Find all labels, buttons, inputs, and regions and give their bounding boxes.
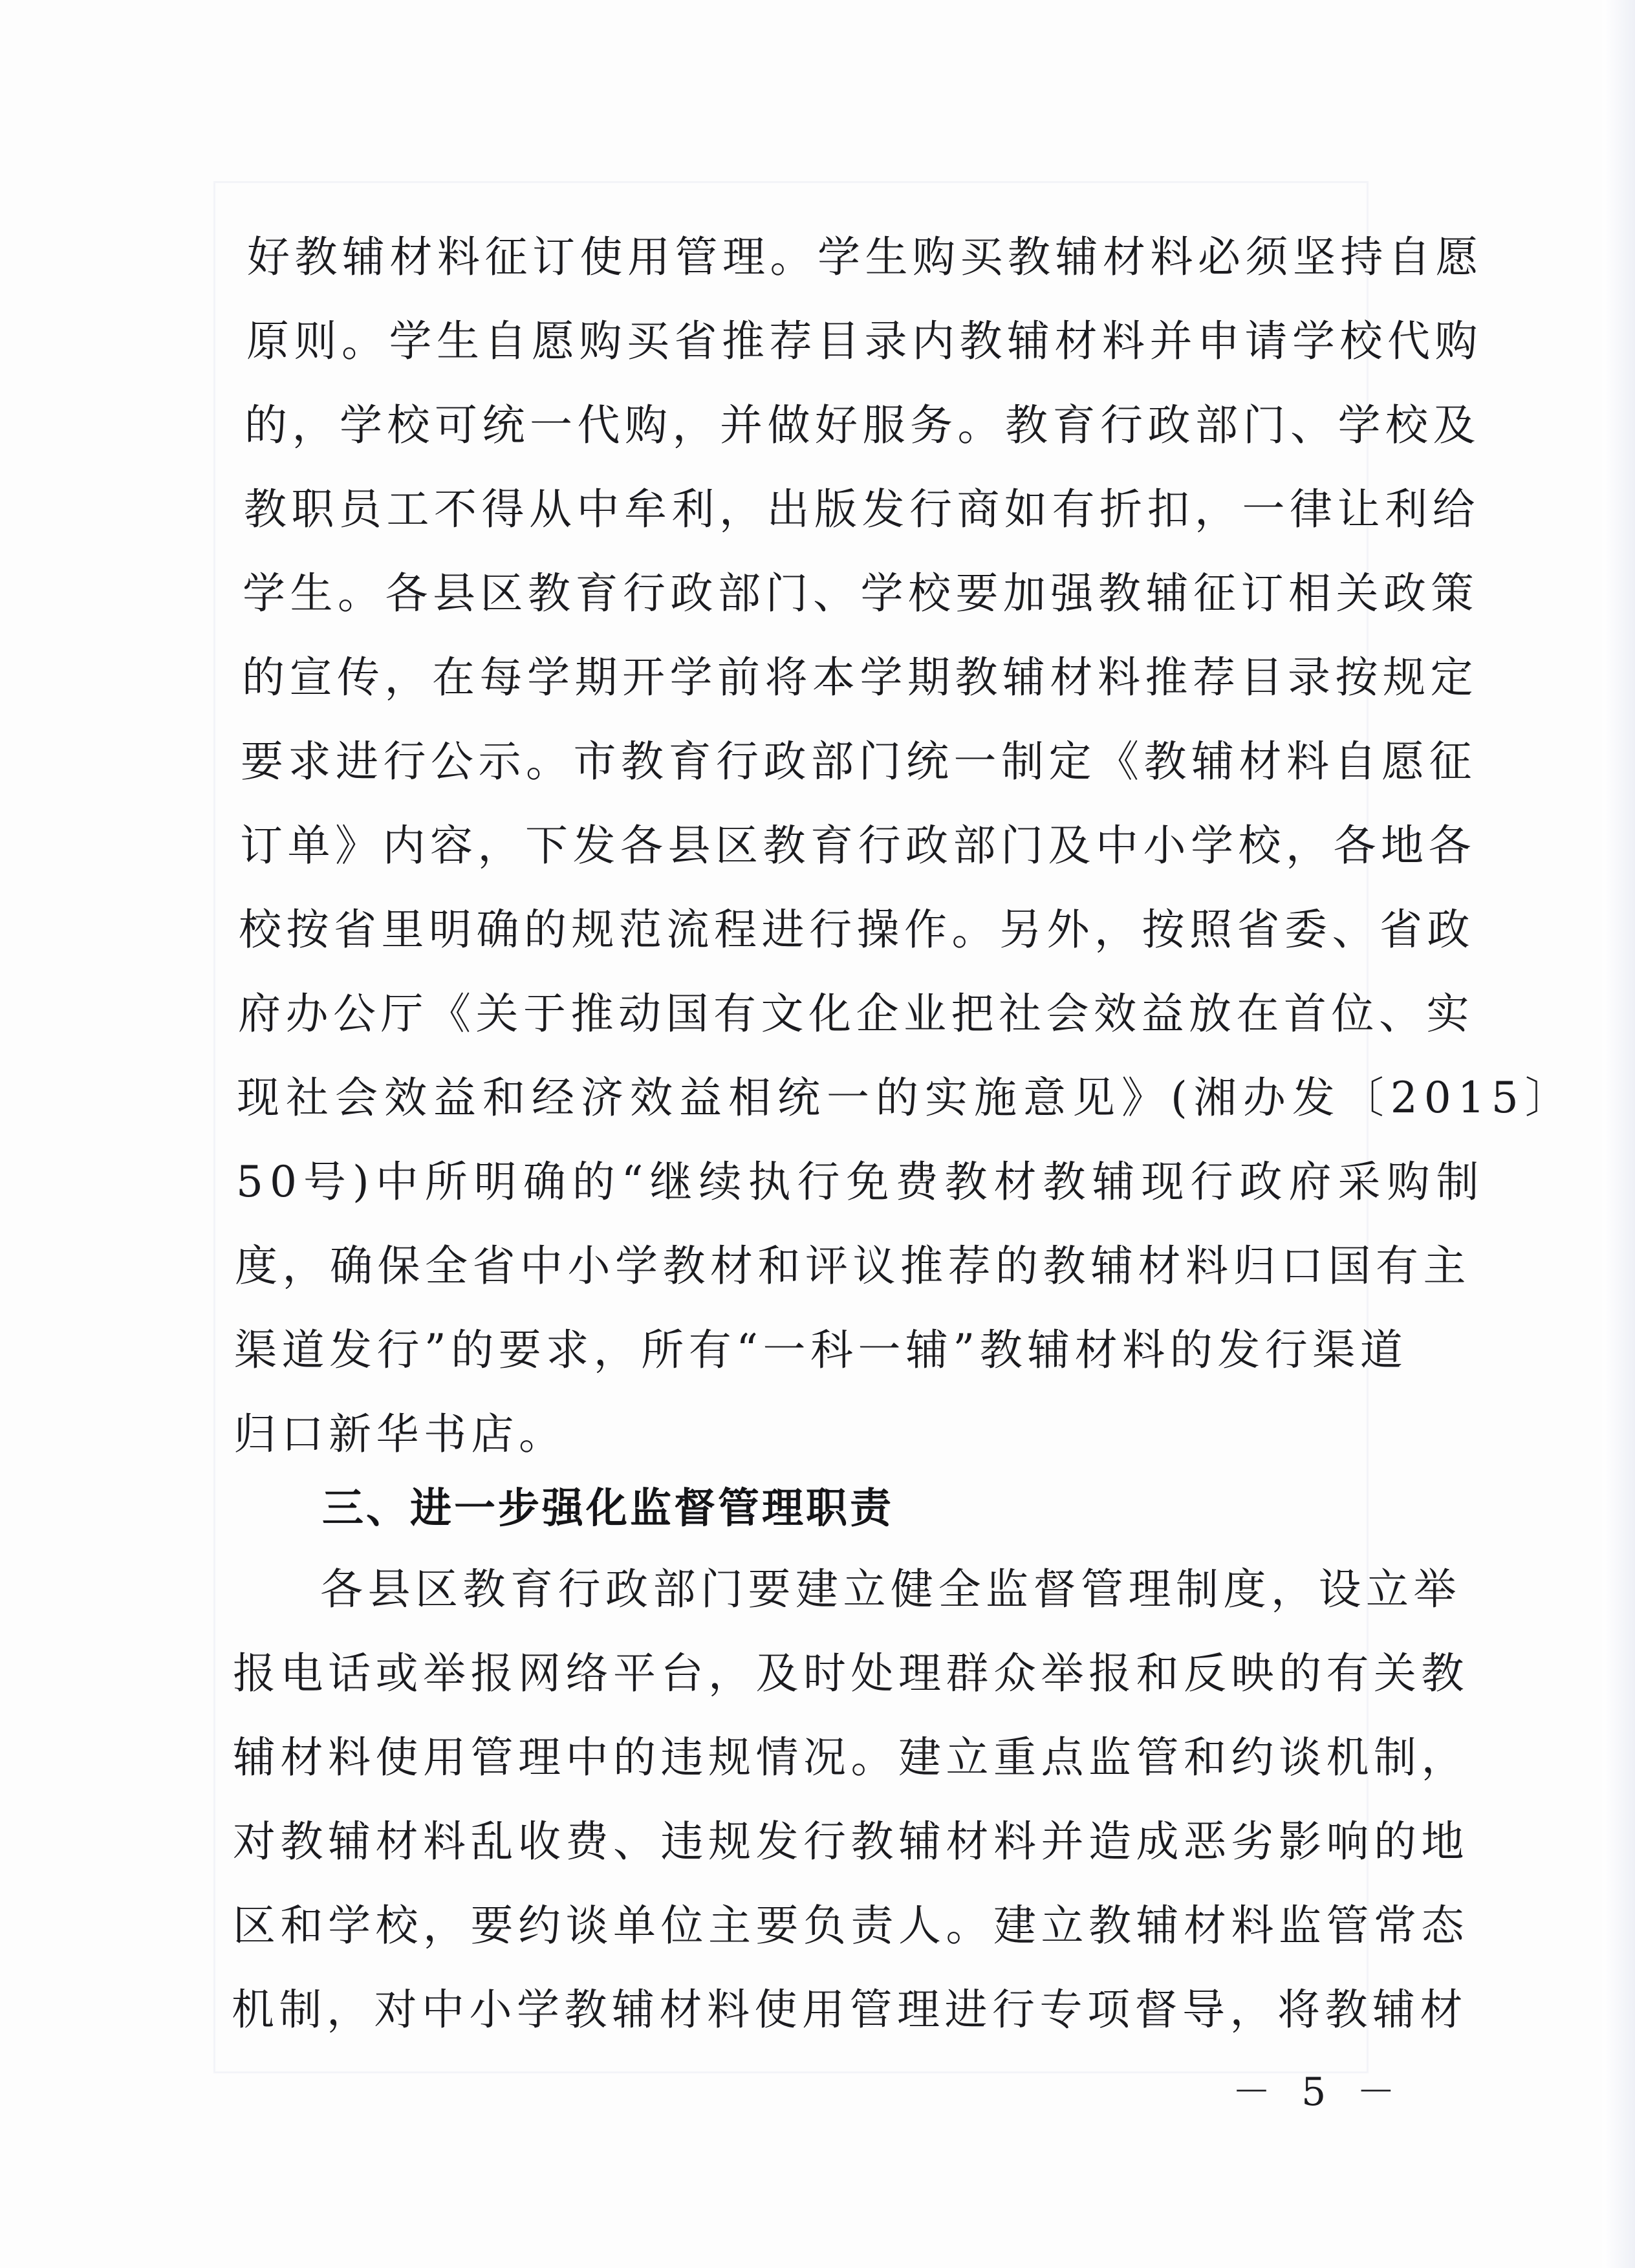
paragraph-line: 校按省里明确的规范流程进行操作。另外，按照省委、省政	[239, 905, 1475, 955]
section-line: 各县区教育行政部门要建立健全监督管理制度，设立举	[320, 1564, 1461, 1614]
paragraph-line: 要求进行公示。市教育行政部门统一制定《教辅材料自愿征	[241, 737, 1477, 786]
paragraph-line: 归口新华书店。	[233, 1409, 567, 1459]
paragraph-line: 订单》内容，下发各县区教育行政部门及中小学校，各地各	[240, 821, 1476, 870]
section-line: 区和学校，要约谈单位主要负责人。建立教辅材料监管常态	[233, 1901, 1469, 1950]
section-line: 机制，对中小学教辅材料使用管理进行专项督导，将教辅材	[232, 1985, 1467, 2035]
paragraph-line: 现社会效益和经济效益相统一的实施意见》(湘办发〔2015〕	[237, 1073, 1574, 1123]
paragraph-line: 学生。各县区教育行政部门、学校要加强教辅征订相关政策	[243, 568, 1478, 618]
section-line: 辅材料使用管理中的违规情况。建立重点监管和约谈机制，	[233, 1733, 1469, 1782]
paragraph-line: 教职员工不得从中牟利，出版发行商如有折扣，一律让利给	[244, 484, 1480, 534]
paragraph-line: 好教辅材料征订使用管理。学生购买教辅材料必须坚持自愿	[247, 232, 1483, 282]
section-heading: 三、进一步强化监督管理职责	[322, 1485, 894, 1533]
paragraph-line: 原则。学生自愿购买省推荐目录内教辅材料并申请学校代购	[246, 316, 1482, 366]
paragraph-line: 50号)中所明确的“继续执行免费教材教辅现行政府采购制	[236, 1157, 1486, 1207]
paragraph-line: 渠道发行”的要求，所有“一科一辅”教辅材料的发行渠道	[234, 1325, 1408, 1375]
paragraph-line: 度，确保全省中小学教材和评议推荐的教辅材料归口国有主	[235, 1241, 1471, 1291]
section-line: 报电话或举报网络平台，及时处理群众举报和反映的有关教	[233, 1648, 1469, 1698]
paragraph-line: 的，学校可统一代购，并做好服务。教育行政部门、学校及	[244, 400, 1480, 450]
paragraph-line: 府办公厅《关于推动国有文化企业把社会效益放在首位、实	[238, 989, 1474, 1039]
section-line: 对教辅材料乱收费、违规发行教辅材料并造成恶劣影响的地	[233, 1817, 1469, 1866]
paragraph-line: 的宣传，在每学期开学前将本学期教辅材料推荐目录按规定	[242, 653, 1478, 702]
page-number: － 5 －	[1232, 2069, 1405, 2115]
